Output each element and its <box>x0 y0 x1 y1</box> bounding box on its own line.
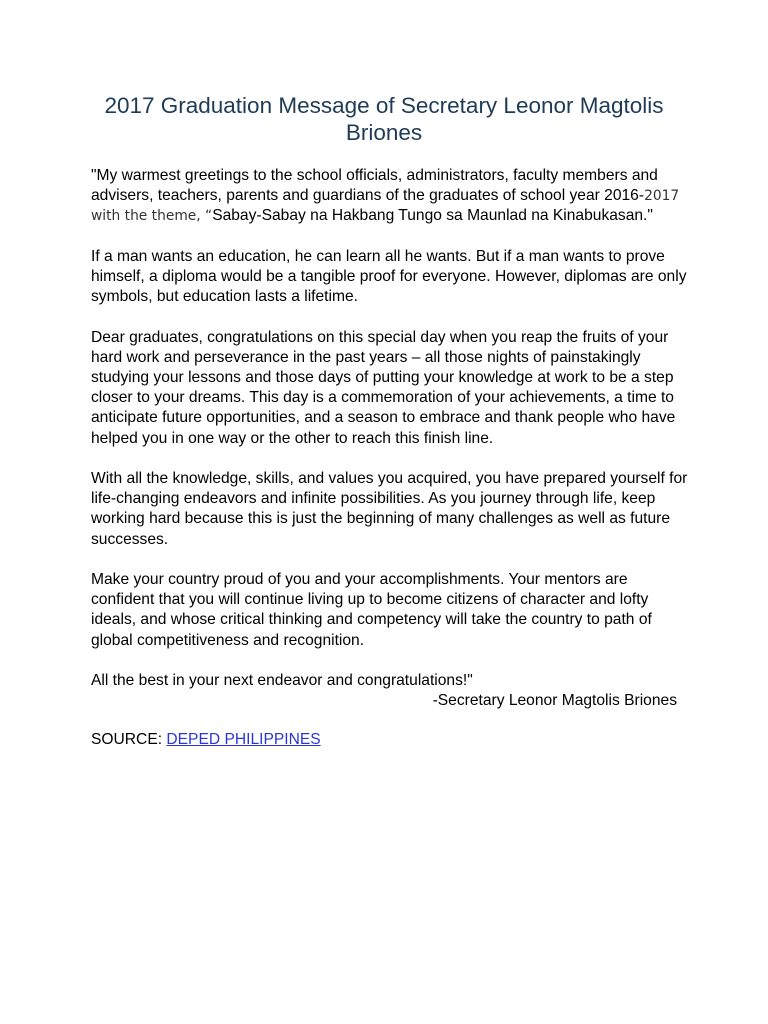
paragraph-congratulations: Dear graduates, congratulations on this special day when you reap the fruits of your hard work and perseverance in the past years – all those nights of painstakingly studying your lessons and those days of putting your knowledge at work to be a step closer to your dreams. This day is a commemoration of your achievements, a time to anticipate future opportunities, and a season to embrace and thank people who have helped you in one way or the other to reach this finish line. <box>91 328 676 447</box>
paragraph-greetings <box>91 166 691 227</box>
document-title: 2017 Graduation Message of Secretary Leonor Magtolis Briones <box>104 93 664 145</box>
paragraph-knowledge: With all the knowledge, skills, and values you acquired, you have prepared yourself for life-changing endeavors and infinite possibilities. As you journey through life, keep working hard because this is just the beginning of many challenges as well as future successes. <box>91 470 688 548</box>
paragraph-country: Make your country proud of you and your accomplishments. Your mentors are confident that you will continue living up to become citizens of character and lofty ideals, and whose critical thinking and competency will take the country to path of global competitiveness and recognition. <box>91 571 652 649</box>
document-body <box>91 166 691 751</box>
source-link[interactable]: DEPED PHILIPPINES <box>166 731 321 749</box>
greetings-text-2: 2017 with the theme, “ <box>91 188 680 225</box>
greetings-text-1: "My warmest greetings to the school officials, administrators, faculty members and advisers, teachers, parents and guardians of the graduates of school year 2016- <box>91 167 658 205</box>
greetings-text-3: Sabay-Sabay na Hakbang Tungo sa Maunlad na Kinabukasan." <box>212 207 653 225</box>
closing-line: All the best in your next endeavor and congratulations!" <box>91 672 473 689</box>
paragraph-education: If a man wants an education, he can learn all he wants. But if a man wants to prove himself, a diploma would be a tangible proof for everyone. However, diplomas are only symbols, but education lasts a lifetime. <box>91 247 687 306</box>
signature-line: -Secretary Leonor Magtolis Briones <box>432 692 677 710</box>
source-label: SOURCE: <box>91 731 167 749</box>
source-line <box>91 730 691 750</box>
